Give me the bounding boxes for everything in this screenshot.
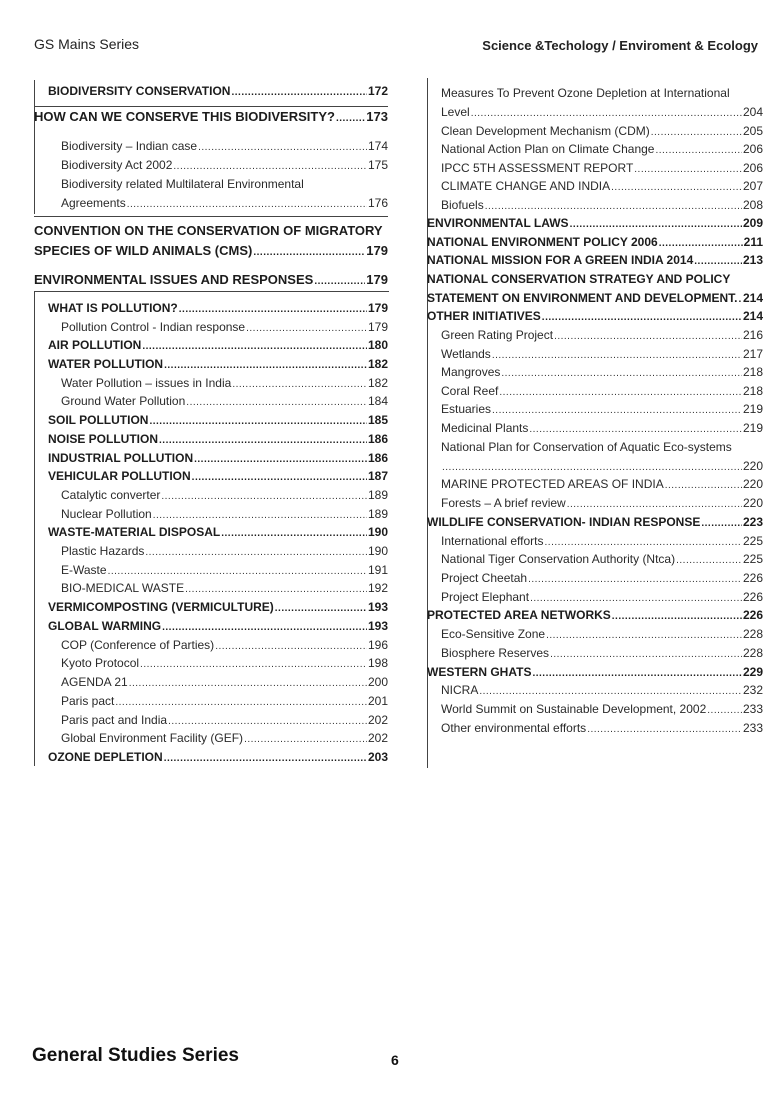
toc-entry-title: VERMICOMPOSTING (VERMICULTURE) [48,600,274,614]
toc-entry-title: BIO-MEDICAL WASTE [61,581,185,595]
toc-entry-page: 232 [742,683,763,697]
toc-entry-page: 213 [742,253,763,267]
toc-left-entry [61,194,388,212]
toc-entry-page: 189 [367,488,388,502]
toc-entry-title: Forests – A brief review [441,496,566,510]
toc-right-entry [441,382,763,400]
toc-entry-title: CONVENTION ON THE CONSERVATION OF MIGRATORY [34,223,383,238]
toc-entry-title: Clean Development Mechanism (CDM) [441,124,650,138]
toc-entry-title: Biofuels [441,198,484,212]
toc-left-entry [48,523,388,541]
toc-entry-page: 219 [742,402,763,416]
toc-leader-dots [554,328,742,344]
toc-left-entry [48,617,388,635]
toc-leader-dots [161,488,367,504]
toc-entry-page: 186 [367,451,388,465]
toc-leader-dots [545,534,742,550]
toc-leader-dots [129,675,367,691]
toc-entry-title: NATIONAL ENVIRONMENT POLICY 2006 [427,235,658,249]
toc-leader-dots [145,544,367,560]
toc-entry-title: Paris pact and India [61,713,168,727]
toc-leader-dots [550,646,742,662]
toc-leader-dots [336,110,365,126]
toc-leader-dots [231,84,366,100]
toc-leader-dots [492,402,742,418]
toc-entry-page: 180 [367,338,388,352]
toc-entry-page: 220 [742,496,763,510]
toc-leader-dots [485,198,742,214]
toc-leader-dots [186,394,367,410]
toc-leader-dots [634,161,742,177]
toc-entry-title: PROTECTED AREA NETWORKS [427,608,611,622]
toc-entry-title: Biosphere Reserves [441,646,550,660]
toc-leader-dots [244,731,367,747]
toc-right-entry [441,644,763,662]
toc-entry-page: 172 [367,84,388,98]
toc-right-entry [441,326,763,344]
toc-entry-page: 187 [367,469,388,483]
toc-rule-1 [34,106,388,107]
toc-entry-page: 173 [366,109,388,124]
toc-entry-page: 220 [742,459,763,473]
toc-entry-title: SOIL POLLUTION [48,413,149,427]
toc-leader-dots [676,552,742,568]
toc-entry-title: Water Pollution – issues in India [61,376,232,390]
toc-right-entry [441,363,763,381]
toc-leader-dots [173,158,367,174]
toc-entry-title: Other environmental efforts [441,721,587,735]
toc-entry-page: 209 [742,216,763,230]
toc-entry-page: 184 [367,394,388,408]
toc-leader-dots [164,750,367,766]
toc-right-entry [441,103,763,121]
toc-entry-page: 216 [742,328,763,342]
toc-right-entry [441,569,763,587]
toc-entry-page: 179 [367,320,388,334]
toc-entry-page: 179 [367,301,388,315]
toc-entry-title: Nuclear Pollution [61,507,152,521]
toc-entry-title: Level [441,105,470,119]
toc-left-entry [61,636,388,654]
toc-leader-dots [442,459,742,475]
toc-entry-title: WILDLIFE CONSERVATION- INDIAN RESPONSE [427,515,701,529]
toc-right-entry [441,419,763,437]
toc-leader-dots [153,507,367,523]
toc-entry-title: HOW CAN WE CONSERVE THIS BIODIVERSITY? [34,109,335,124]
toc-left-entry [48,467,388,485]
toc-right-entry [427,270,763,288]
toc-rule-2 [34,216,388,217]
toc-leader-dots [651,124,742,140]
toc-entry-page: 233 [742,702,763,716]
toc-entry-page: 207 [742,179,763,193]
toc-leader-dots [542,309,742,325]
toc-entry-page: 214 [742,291,763,305]
toc-left-entry [48,355,388,373]
toc-entry-title: International efforts [441,534,544,548]
toc-left-entry [34,108,388,126]
toc-leader-dots [611,179,742,195]
toc-right-entry [441,700,763,718]
toc-right-entry [441,345,763,363]
toc-entry-page: 196 [367,638,388,652]
toc-entry-title: ENVIRONMENTAL ISSUES AND RESPONSES [34,272,314,287]
toc-right-entry [441,196,763,214]
toc-left-entry [48,299,388,317]
toc-entry-title: Global Environment Facility (GEF) [61,731,244,745]
toc-left-entry [61,692,388,710]
toc-entry-page: 228 [742,627,763,641]
toc-right-entry [441,494,763,512]
toc-entry-page: 217 [742,347,763,361]
toc-entry-title: ENVIRONMENTAL LAWS [427,216,569,230]
toc-entry-page: 233 [742,721,763,735]
toc-left-entry [61,561,388,579]
toc-entry-page: 218 [742,365,763,379]
toc-entry-title: WESTERN GHATS [427,665,532,679]
toc-entry-page: 193 [367,619,388,633]
toc-entry-title: GLOBAL WARMING [48,619,162,633]
toc-entry-title: Ground Water Pollution [61,394,186,408]
toc-left-entry [61,374,388,392]
toc-entry-page: 179 [366,243,388,258]
toc-leader-dots [570,216,742,232]
toc-right-entry [427,663,763,681]
toc-entry-page: 189 [367,507,388,521]
toc-leader-dots [612,608,742,624]
toc-entry-title: WASTE-MATERIAL DISPOSAL [48,525,221,539]
toc-leader-dots [499,384,742,400]
toc-entry-title: Paris pact [61,694,115,708]
running-header-subject: Science &Techology / Enviroment & Ecology [482,38,758,53]
toc-left-entry [61,156,388,174]
toc-entry-title: Biodiversity Act 2002 [61,158,173,172]
toc-leader-dots [528,571,742,587]
toc-right-entry [441,681,763,699]
toc-entry-title: NATIONAL MISSION FOR A GREEN INDIA 2014 [427,253,694,267]
toc-entry-page: 202 [367,731,388,745]
toc-entry-title: National Plan for Conservation of Aquatic Eco-systems [441,440,732,454]
toc-leader-dots [194,451,367,467]
toc-entry-page: 201 [367,694,388,708]
toc-right-entry [441,140,763,158]
toc-right-entry [441,475,763,493]
toc-entry-title: Agreements [61,196,126,210]
toc-right-entry [441,625,763,643]
toc-leader-dots [314,273,365,289]
toc-leader-dots [701,515,742,531]
toc-left-entry [61,175,388,193]
toc-entry-title: STATEMENT ON ENVIRONMENT AND DEVELOPMENT. [427,291,738,305]
toc-left-entry [34,222,388,240]
toc-right-entry [441,84,763,102]
toc-entry-title: SPECIES OF WILD ANIMALS (CMS) [34,243,253,258]
toc-entry-title: CLIMATE CHANGE AND INDIA [441,179,611,193]
toc-entry-title: Coral Reef [441,384,499,398]
toc-leader-dots [587,721,742,737]
toc-entry-page: 190 [367,525,388,539]
toc-entry-page: 211 [743,235,763,249]
toc-left-entry [34,271,388,289]
toc-left-entry [61,318,388,336]
toc-left-entry [61,579,388,597]
toc-right-entry [427,606,763,624]
toc-left-entry [48,411,388,429]
toc-leader-dots [164,357,367,373]
toc-entry-page: 204 [742,105,763,119]
toc-left-entry [61,486,388,504]
toc-entry-page: 229 [742,665,763,679]
toc-entry-title: AGENDA 21 [61,675,128,689]
toc-entry-title: Project Elephant [441,590,530,604]
toc-left-entry [61,505,388,523]
toc-leader-dots [665,477,742,493]
toc-entry-title: E-Waste [61,563,107,577]
toc-leader-dots [532,665,742,681]
toc-leader-dots [501,365,742,381]
toc-entry-page: 220 [742,477,763,491]
toc-right-entry [441,719,763,737]
toc-entry-page: 203 [367,750,388,764]
toc-entry-title: OZONE DEPLETION [48,750,163,764]
toc-entry-page: 192 [367,581,388,595]
toc-left-entry [61,542,388,560]
toc-leader-dots [253,244,365,260]
toc-entry-page: 174 [367,139,388,153]
toc-entry-page: 206 [742,161,763,175]
toc-entry-title: Green Rating Project [441,328,554,342]
toc-entry-title: WATER POLLUTION [48,357,164,371]
toc-leader-dots [471,105,742,121]
toc-entry-page: 225 [742,534,763,548]
toc-entry-title: Wetlands [441,347,491,361]
toc-left-entry [48,748,388,766]
toc-entry-title: WHAT IS POLLUTION? [48,301,178,315]
toc-left-entry [61,137,388,155]
toc-right-entry [441,159,763,177]
toc-entry-title: Plastic Hazards [61,544,145,558]
toc-leader-dots [232,376,367,392]
toc-left-entry [61,729,388,747]
toc-entry-page: 226 [742,608,763,622]
toc-leader-dots [655,142,742,158]
toc-entry-title: Pollution Control - Indian response [61,320,246,334]
toc-entry-title: VEHICULAR POLLUTION [48,469,191,483]
toc-leader-dots [546,627,742,643]
toc-left-entry [61,392,388,410]
toc-entry-title: MARINE PROTECTED AREAS OF INDIA [441,477,664,491]
toc-entry-title: Project Cheetah [441,571,528,585]
toc-entry-page: 205 [742,124,763,138]
toc-entry-title: Catalytic converter [61,488,161,502]
toc-entry-page: 176 [367,196,388,210]
toc-entry-title: Kyoto Protocol [61,656,140,670]
toc-entry-title: National Tiger Conservation Authority (Ntca) [441,552,676,566]
footer-series: General Studies Series [32,1045,239,1066]
toc-entry-page: 185 [367,413,388,427]
toc-entry-page: 191 [367,563,388,577]
toc-leader-dots [221,525,367,541]
toc-entry-page: 182 [367,376,388,390]
toc-left-entry [48,336,388,354]
toc-leader-dots [185,581,367,597]
toc-leader-dots [168,713,367,729]
toc-entry-title: INDUSTRIAL POLLUTION [48,451,194,465]
toc-left-entry [48,598,388,616]
toc-left-entry [61,673,388,691]
toc-entry-page: 208 [742,198,763,212]
toc-right-entry [441,177,763,195]
toc-leader-dots [275,600,367,616]
toc-right-entry [441,550,763,568]
toc-leader-dots [159,432,367,448]
toc-entry-page: 198 [367,656,388,670]
toc-left-entry [61,654,388,672]
toc-leader-dots [179,301,367,317]
toc-entry-title: National Action Plan on Climate Change [441,142,655,156]
toc-entry-page: 214 [742,309,763,323]
toc-entry-title: World Summit on Sustainable Development, 2002 [441,702,707,716]
toc-entry-page: 228 [742,646,763,660]
toc-leader-dots [115,694,367,710]
toc-right-entry [441,532,763,550]
toc-entry-title: Biodiversity – Indian case [61,139,198,153]
toc-entry-page: 175 [367,158,388,172]
toc-entry-page: 179 [366,272,388,287]
toc-entry-title: Medicinal Plants [441,421,529,435]
toc-entry-title: OTHER INITIATIVES [427,309,541,323]
toc-left-entry [48,449,388,467]
toc-left-entry [48,82,388,100]
toc-entry-page: 206 [742,142,763,156]
toc-entry-title: AIR POLLUTION [48,338,142,352]
toc-leader-dots [492,347,742,363]
toc-entry-page: 200 [367,675,388,689]
toc-right-entry [441,438,763,456]
running-header-series: GS Mains Series [34,36,140,52]
page-number: 6 [391,1052,399,1068]
toc-leader-dots [707,702,742,718]
toc-entry-title: Mangroves [441,365,501,379]
toc-entry-page: 226 [742,590,763,604]
toc-entry-page: 225 [742,552,763,566]
toc-right-entry [427,307,763,325]
toc-entry-title: NICRA [441,683,479,697]
toc-entry-title: COP (Conference of Parties) [61,638,215,652]
toc-right-entry [441,457,763,475]
toc-leader-dots [659,235,743,251]
toc-entry-title: Measures To Prevent Ozone Depletion at International [441,86,730,100]
toc-entry-title: Biodiversity related Multilateral Environmental [61,177,304,191]
toc-entry-page: 182 [367,357,388,371]
toc-entry-title: IPCC 5TH ASSESSMENT REPORT [441,161,634,175]
toc-right-entry [441,122,763,140]
toc-entry-page: 190 [367,544,388,558]
toc-entry-page: 223 [742,515,763,529]
toc-entry-page: 186 [367,432,388,446]
toc-leader-dots [479,683,742,699]
toc-leader-dots [192,469,367,485]
toc-leader-dots [142,338,367,354]
toc-left-entry [61,711,388,729]
toc-right-entry [441,400,763,418]
toc-entry-title: BIODIVERSITY CONSERVATION [48,84,231,98]
toc-leader-dots [529,421,742,437]
toc-leader-dots [567,496,742,512]
toc-right-entry [427,513,763,531]
toc-right-entry [427,289,763,307]
toc-left-entry [48,430,388,448]
toc-leader-dots [108,563,367,579]
toc-leader-dots [198,139,367,155]
toc-entry-title: NOISE POLLUTION [48,432,159,446]
toc-entry-page: 202 [367,713,388,727]
toc-leader-dots [162,619,367,635]
toc-entry-page: 193 [367,600,388,614]
toc-entry-title: NATIONAL CONSERVATION STRATEGY AND POLICY [427,272,731,286]
toc-entry-page: 219 [742,421,763,435]
toc-right-entry [427,233,763,251]
toc-leader-dots [127,196,367,212]
toc-leader-dots [215,638,367,654]
toc-leader-dots [246,320,367,336]
toc-right-entry [427,214,763,232]
toc-left-entry [34,242,388,260]
toc-right-entry [441,588,763,606]
toc-leader-dots [530,590,742,606]
toc-entry-title: Estuaries [441,402,492,416]
toc-leader-dots [149,413,367,429]
toc-leader-dots [694,253,742,269]
toc-entry-page: 218 [742,384,763,398]
toc-right-entry [427,251,763,269]
toc-leader-dots [140,656,367,672]
toc-entry-title: Eco-Sensitive Zone [441,627,546,641]
toc-leader-dots [738,291,742,307]
toc-entry-page: 226 [742,571,763,585]
